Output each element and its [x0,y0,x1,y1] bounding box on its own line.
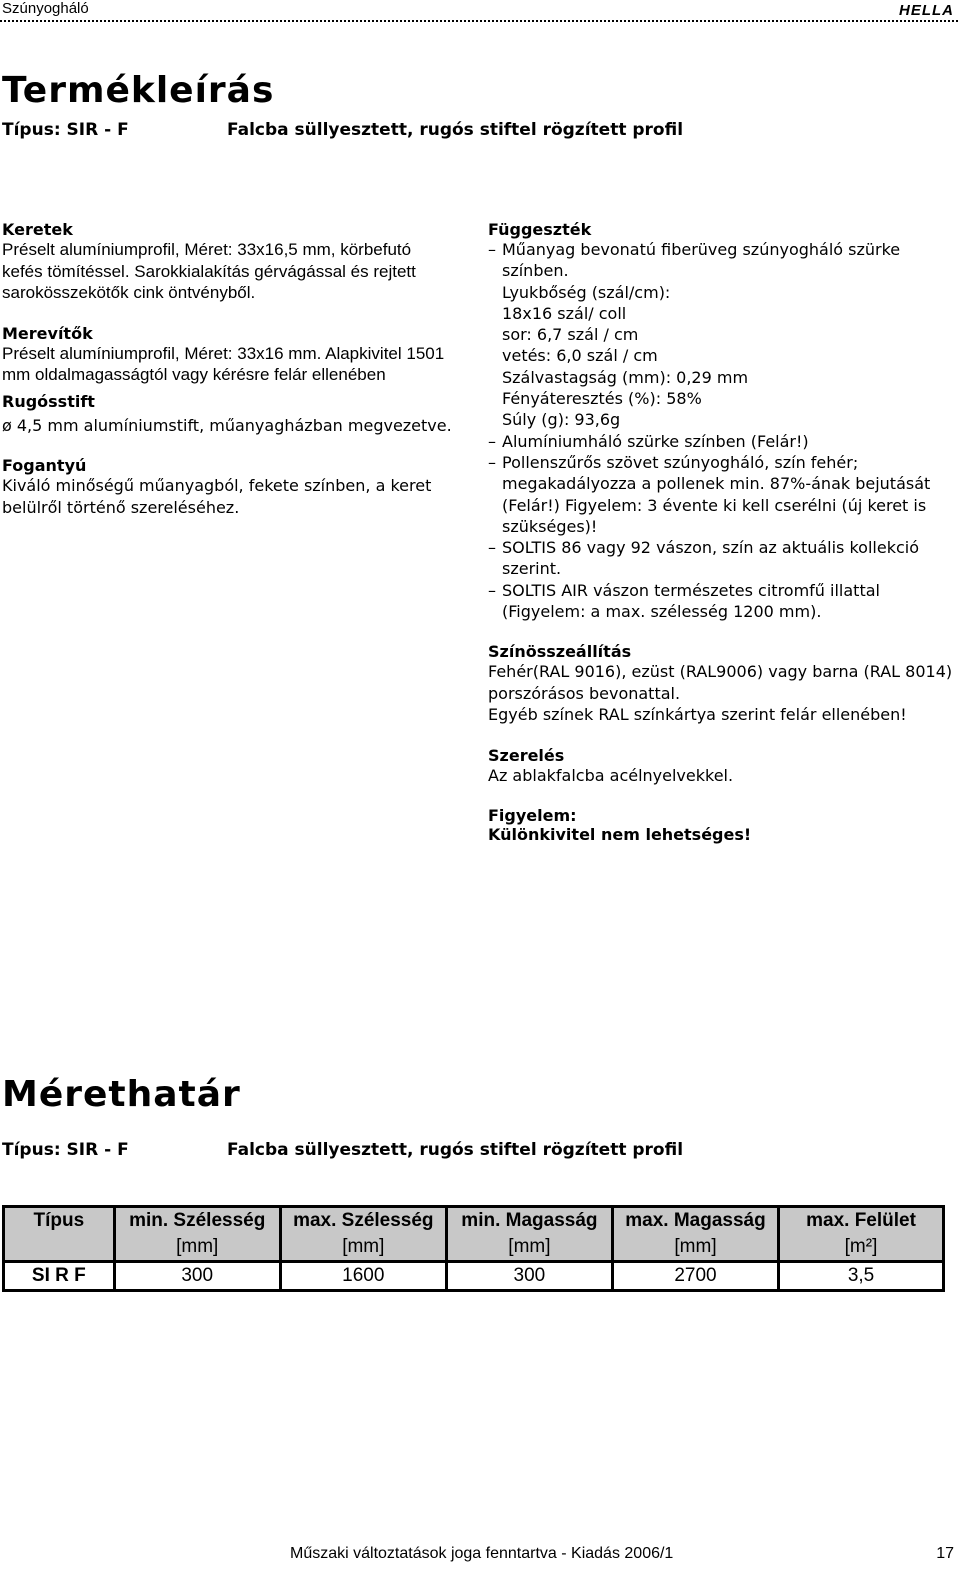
header-label: max. Szélesség [293,1210,434,1231]
sub-item: vetés: 6,0 szál / cm [502,346,658,366]
keretek-text: Préselt alumíniumprofil, Méret: 33x16,5 mm, körbefutó kefés tömítéssel. Sarokkialakítás gérvágással és rejtett sarokösszekötők cink öntvényből. [2,240,416,302]
dash-bullet: – [488,538,496,558]
dimensions-table [2,1205,945,1292]
dash-bullet: – [488,240,496,259]
figyelem-title: Figyelem: [488,806,577,826]
list-item-text: SOLTIS 86 vagy 92 vászon, szín az aktuális kollekció szerint. [502,538,919,579]
header-label: min. Szélesség [129,1210,266,1231]
header-divider [0,20,958,22]
header-label: max. Felület [806,1210,916,1231]
table-header-cell [779,1207,944,1262]
dash-bullet: – [488,580,496,600]
hella-logo: HELLA [899,2,954,19]
section-title-merethatar: Mérethatár [2,1074,241,1115]
rugosstift-text: ø 4,5 mm alumíniumstift, műanyagházban megvezetve. [2,415,452,435]
type-value-2: Falcba süllyesztett, rugós stiftel rögzített profil [227,1140,684,1160]
table-header-cell [612,1207,778,1262]
table-cell: 1600 [280,1262,446,1291]
type-label: Típus: SIR - F [2,120,129,140]
table-cell: 300 [114,1262,280,1291]
table-cell: 2700 [612,1262,778,1291]
sub-item: Fényáteresztés (%): 58% [502,389,702,409]
list-item [488,537,958,580]
header-unit: [mm] [176,1236,219,1257]
table-header-cell [446,1207,612,1262]
szereles-text: Az ablakfalcba acélnyelvekkel. [488,765,734,785]
table-header-cell [280,1207,446,1262]
keretek-title: Keretek [2,220,73,239]
list-item [488,452,958,537]
dash-bullet: – [488,431,496,451]
table-cell: 3,5 [779,1262,944,1291]
header-unit: [m²] [844,1236,878,1257]
merevitok-title: Merevítők [2,323,93,343]
szinosszeallitas-text: Fehér(RAL 9016), ezüst (RAL9006) vagy barna (RAL 8014) porszórásos bevonattal. [488,662,953,703]
table-header-row [4,1207,944,1262]
section-title-termekleiras: Termékleírás [2,70,275,111]
header-unit: [mm] [674,1236,717,1257]
type-value: Falcba süllyesztett, rugós stiftel rögzített profil [227,120,684,140]
list-item-text: Műanyag bevonatú fiberüveg szúnyogháló szürke színben. [502,240,901,281]
left-column [2,220,472,518]
type-label-2: Típus: SIR - F [2,1140,129,1160]
list-item-text: Alumíniumháló szürke színben (Felár!) [502,431,809,451]
table-header-cell [4,1207,115,1262]
right-column [488,220,958,844]
rugosstift-title: Rugósstift [2,391,95,411]
fuggeszek-list-more [488,431,958,623]
header-label: max. Magasság [625,1210,766,1231]
table-cell: SI R F [4,1262,115,1291]
header-label: min. Magasság [461,1210,598,1231]
sub-item: Súly (g): 93,6g [502,410,621,430]
fogantyu-text: Kiváló minőségű műanyagból, fekete színben, a keret belülről történő szereléséhez. [2,476,432,517]
header-title: Szúnyogháló [2,0,89,17]
merevitok-text: Préselt alumíniumprofil, Méret: 33x16 mm. Alapkivitel 1501 mm oldalmagasságtól vagy kérésre felár ellenében [2,343,445,384]
header-label: Típus [33,1210,85,1231]
table-cell: 300 [446,1262,612,1291]
fuggeszek-list [488,239,958,282]
sub-item: 18x16 szál/ coll [502,303,627,323]
list-item [488,580,958,623]
list-item [488,431,958,452]
dash-bullet: – [488,452,496,472]
sub-item: sor: 6,7 szál / cm [502,325,639,345]
sub-item: Szálvastagság (mm): 0,29 mm [502,367,749,387]
header-unit: [mm] [342,1236,385,1257]
table-header-cell [114,1207,280,1262]
list-item-text: Pollenszűrős szövet szúnyogháló, szín fehér; megakadályozza a pollenek min. 87%-ának bejutását (Felár!) Figyelem: 3 évente ki kell cserélni (új keret is szükséges)! [502,452,931,536]
fuggeszek-sublist [488,282,958,431]
fogantyu-title: Fogantyú [2,456,87,475]
footer-text: Műszaki változtatások joga fenntartva - Kiadás 2006/1 [290,1545,674,1562]
list-item-text: SOLTIS AIR vászon természetes citromfű illattal (Figyelem: a max. szélesség 1200 mm). [502,580,880,622]
szinosszeallitas-title: Színösszeállítás [488,642,632,662]
sub-item: Lyukbőség (szál/cm): [502,282,671,302]
szereles-title: Szerelés [488,745,565,765]
fuggeszek-title: Függeszték [488,220,592,239]
figyelem-text: Különkivitel nem lehetséges! [488,825,752,845]
page-number: 17 [936,1545,954,1562]
table-row [4,1262,944,1291]
header-unit: [mm] [508,1236,551,1257]
list-item [488,239,958,282]
szinosszeallitas-note: Egyéb színek RAL színkártya szerint felár ellenében! [488,705,907,725]
